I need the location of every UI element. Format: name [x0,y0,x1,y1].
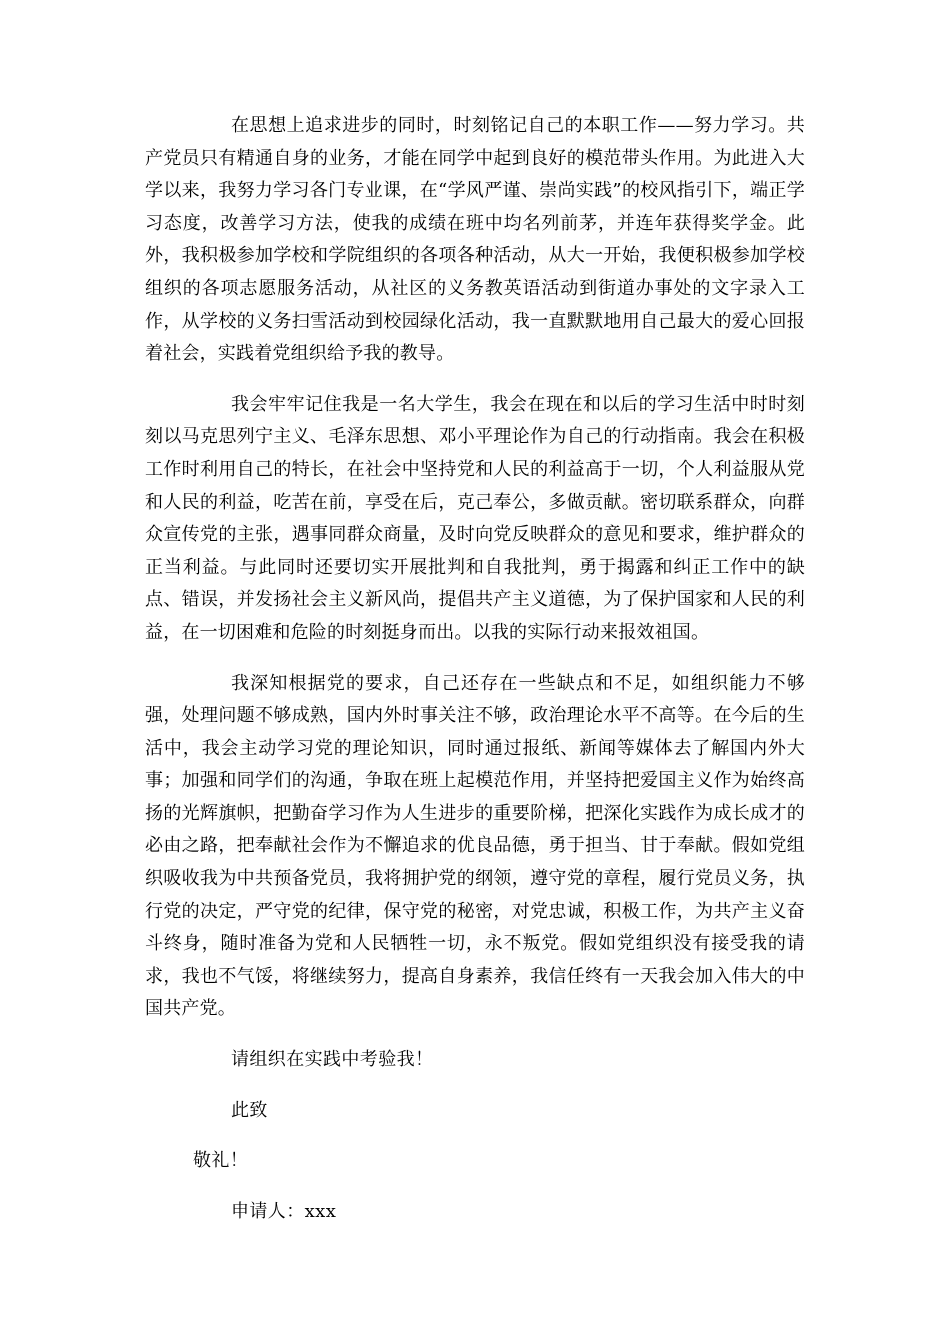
document-body [145,110,805,1228]
closing-request: 请组织在实践中考验我！ [231,1049,434,1071]
paragraph-study: 在思想上追求进步的同时，时刻铭记自己的本职工作——努力学习。共产党员只有精通自身的业务，才能在同学中起到良好的模范带头作用。为此进入大学以来，我努力学习各门专业课，在“学风严谨、崇尚实践”的校风指引下，端正学习态度，改善学习方法，使我的成绩在班中均名列前茅，并连年获得奖学金。此外，我积极参加学校和学院组织的各项各种活动，从大一开始，我便积极参加学校组织的各项志愿服务活动，从社区的义务教英语活动到街道办事处的文字录入工作，从学校的义务扫雪活动到校园绿化活动，我一直默默地用自己最大的爱心回报着社会，实践着党组织给予我的教导。 [145,115,805,365]
spacer [145,1127,805,1145]
closing-salutation-ci-zhi: 此致 [231,1099,268,1121]
paragraph-commitment: 我会牢牢记住我是一名大学生，我会在现在和以后的学习生活中时时刻刻以马克思列宁主义、毛泽东思想、邓小平理论作为自己的行动指南。我会在积极工作时利用自己的特长，在社会中坚持党和人民的利益高于一切，个人利益服从党和人民的利益，吃苦在前，享受在后，克己奉公，多做贡献。密切联系群众，向群众宣传党的主张，遇事同群众商量，及时向党反映群众的意见和要求，维护群众的正当利益。与此同时还要切实开展批判和自我批判，勇于揭露和纠正工作中的缺点、错误，并发扬社会主义新风尚，提倡共产主义道德，为了保护国家和人民的利益，在一切困难和危险的时刻挺身而出。以我的实际行动来报效祖国。 [145,393,805,643]
spacer [145,1178,805,1196]
spacer [145,1077,805,1095]
signature-applicant: 申请人：xxx [231,1200,337,1222]
closing-salutation-jing-li: 敬礼！ [193,1150,249,1172]
paragraph-shortcomings: 我深知根据党的要求，自己还存在一些缺点和不足，如组织能力不够强，处理问题不够成熟，国内外时事关注不够，政治理论水平不高等。在今后的生活中，我会主动学习党的理论知识，同时通过报纸、新闻等媒体去了解国内外大事；加强和同学们的沟通，争取在班上起模范作用，并坚持把爱国主义作为始终高扬的光辉旗帜，把勤奋学习作为人生进步的重要阶梯，把深化实践作为成长成才的必由之路，把奉献社会作为不懈追求的优良品德，勇于担当、甘于奉献。假如党组织吸收我为中共预备党员，我将拥护党的纲领，遵守党的章程，履行党员义务，执行党的决定，严守党的纪律，保守党的秘密，对党忠诚，积极工作，为共产主义奋斗终身，随时准备为党和人民牺牲一切，永不叛党。假如党组织没有接受我的请求，我也不气馁，将继续努力，提高自身素养，我信任终有一天我会加入伟大的中国共产党。 [145,672,805,1020]
